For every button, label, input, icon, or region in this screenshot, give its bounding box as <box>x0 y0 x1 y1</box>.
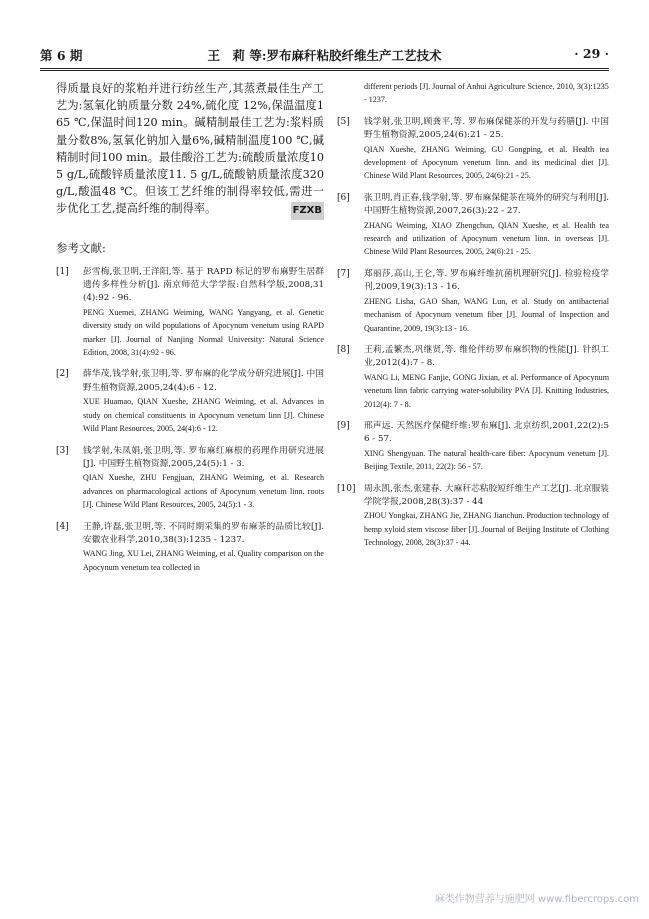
running-header <box>40 46 609 66</box>
reference-item <box>56 521 324 575</box>
reference-english: XING Shengyuan. The natural health-care fiber: Apocynum venetum [J]. Beijing Textile, 2011, 22(2): 56 - 57. <box>364 448 609 472</box>
reference-number: [9] <box>337 420 350 431</box>
reference-english: ZHENG Lisha, GAO Shan, WANG Lun, et al. Study on antibacterial mechanism of Apocynum venetum fiber [J]. Journal of Inspection and Quarantine, 2009, 19(3):13 - 16. <box>364 296 609 333</box>
page-number: · 29 · <box>574 46 609 61</box>
reference-number: [1] <box>56 266 69 277</box>
reference-number: [7] <box>337 268 350 279</box>
reference-chinese: 张卫明,肖正春,钱学射,等. 罗布麻保健茶在境外的研究与利用[J]. 中国野生植物资源,2007,26(3):22 - 27. <box>364 192 609 217</box>
header-rule-thin <box>40 70 609 71</box>
reference-number: [6] <box>337 192 350 203</box>
reference-english: ZHOU Yongkai, ZHANG Jie, ZHANG Jianchun. Production technology of hemp xyloid stem viscose fiber [J]. Journal of Beijing Institute of Clothing Technology, 2008, 28(3):37 - 44. <box>364 511 609 548</box>
journal-code: FZXB <box>291 202 324 219</box>
reference-chinese: 钱学射,朱凤娟,张卫明,等. 罗布麻红麻根的药理作用研究进展[J]. 中国野生植物资源,2005,24(5):1 - 3. <box>83 445 324 469</box>
reference-english: WANG Jing, XU Lei, ZHANG Weiming, et al. Quality comparison on the Apocynum venetum tea collected in <box>83 549 324 572</box>
reference-chinese: 周永凯,张杰,张建春. 大麻秆芯粘胶短纤维生产工艺[J]. 北京服装学院学报,2008,28(3):37 - 44 <box>364 483 609 507</box>
reference-item <box>337 420 609 474</box>
reference-english: ZHANG Weiming, XIAO Zhengchun, QIAN Xueshe, et al. Health tea research and utilization of Apocynum venetum linn. in overseas [J]. Chinese Wild Plant Resources, 2005, 24(6):21 - 25. <box>364 220 609 257</box>
issue-number: 第 6 期 <box>40 48 83 63</box>
conclusion-text: 得质量良好的浆粕并进行纺丝生产,其蒸煮最佳生产工艺为:氢氧化钠质量分数 24%,硫化度 12%,保温温度165 ℃,保温时间120 min。碱精制最佳工艺为:浆料质量分数8%,氢氧化钠加入量6%,碱精制温度100 ℃,碱精制时间100 min。最佳酸浴工艺为:硫酸质量浓度105 g/L,硫酸锌质量浓度11. 5 g/L,硫酸钠质量浓度320 g/L,酸温48 ℃。但该工艺纤维的制得率较低,需进一步优化工艺,提高纤维的制得率。 <box>56 82 324 216</box>
reference-chinese: 彭雪梅,张卫明,王洋阳,等. 基于 RAPD 标记的罗布麻野生居群遗传多样性分析[J]. 南京师范大学学报:自然科学版,2008,31(4):92 - 96. <box>83 266 324 304</box>
reference-english: XUE Huamao, QIAN Xueshe, ZHANG Weiming, et al. Advances in study on chemical constituents in Apocynum venetum linn [J]. Chinese Wild Plant Resources, 2005, 24(4):6 - 12. <box>83 397 324 434</box>
reference-continuation: different periods [J]. Journal of Anhui Agriculture Science, 2010, 3(3):1235 - 1237. <box>364 82 609 105</box>
reference-english: PENG Xuemei, ZHANG Weiming, WANG Yangyang, et al. Genetic diversity study on wild populations of Apocynum venetum using RAPD marker [J]. Journal of Nanjing Normal University: Natural Science Edition, 2008, 31(4):92 - 96. <box>83 307 324 358</box>
reference-chinese: 邢声远. 天然医疗保健纤维:罗布麻[J]. 北京纺织,2001,22(2):56 - 57. <box>364 420 609 445</box>
running-title: 王 莉 等:罗布麻秆粘胶纤维生产工艺技术 <box>207 48 442 63</box>
site-watermark: 麻类作物营养与施肥网 www.fibercrops.com <box>434 894 639 905</box>
reference-number: [8] <box>337 344 350 355</box>
conclusion-paragraph <box>56 80 324 218</box>
reference-number: [2] <box>56 369 69 380</box>
reference-number: [4] <box>56 521 69 532</box>
reference-item <box>56 445 324 512</box>
reference-chinese: 王莉,孟繁杰,巩继贤,等. 维伦伴纺罗布麻织物的性能[J]. 针织工业,2012(4):7 - 8. <box>364 344 609 369</box>
reference-item <box>337 268 609 335</box>
reference-item <box>337 344 609 411</box>
reference-chinese: 郑丽莎,高山,王仑,等. 罗布麻纤维抗菌机理研究[J]. 检验检疫学刊,2009,19(3):13 - 16. <box>364 268 609 293</box>
header-rule <box>40 68 609 69</box>
reference-item <box>337 483 609 550</box>
right-column <box>337 80 609 559</box>
reference-english: QIAN Xueshe, ZHU Fengjuan, ZHANG Weiming, et al. Research advances on pharmacological actions of Apocynum venetum linn. roots [J]. Chinese Wild Plant Resources, 2005, 24(5):1 - 3. <box>83 473 324 510</box>
reference-english: QIAN Xueshe, ZHANG Weiming, GU Gongping, et al. Health tea development of Apocynum venetum linn. and its medicinal diet [J]. Chinese Wild Plant Resources, 2005, 24(6):21 - 25. <box>364 144 609 181</box>
reference-chinese: 钱学射,张卫明,顾龚平,等. 罗布麻保健茶的开发与药膳[J]. 中国野生植物资源,2005,24(6):21 - 25. <box>364 116 609 141</box>
left-column <box>56 80 324 583</box>
reference-number: [5] <box>337 116 350 127</box>
reference-item <box>56 266 324 360</box>
reference-number: [10] <box>337 483 356 494</box>
reference-item <box>337 116 609 183</box>
reference-item <box>56 368 324 435</box>
reference-item <box>337 192 609 259</box>
reference-chinese: 薛华茂,钱学射,张卫明,等. 罗布麻的化学成分研究进展[J]. 中国野生植物资源,2005,24(4):6 - 12. <box>83 369 324 393</box>
reference-english: WANG Li, MENG Fanjie, GONG Jixian, et al. Performance of Apocynum venetum linn fabric carrying water-solubility PVA [J]. Knitting Industries, 2012(4): 7 - 8. <box>364 372 609 409</box>
reference-chinese: 王静,许磊,张卫明,等. 不同时期采集的罗布麻茶的品质比较[J]. 安徽农业科学,2010,38(3):1235 - 1237. <box>83 521 324 545</box>
references-heading: 参考文献: <box>56 240 106 255</box>
reference-number: [3] <box>56 445 69 456</box>
